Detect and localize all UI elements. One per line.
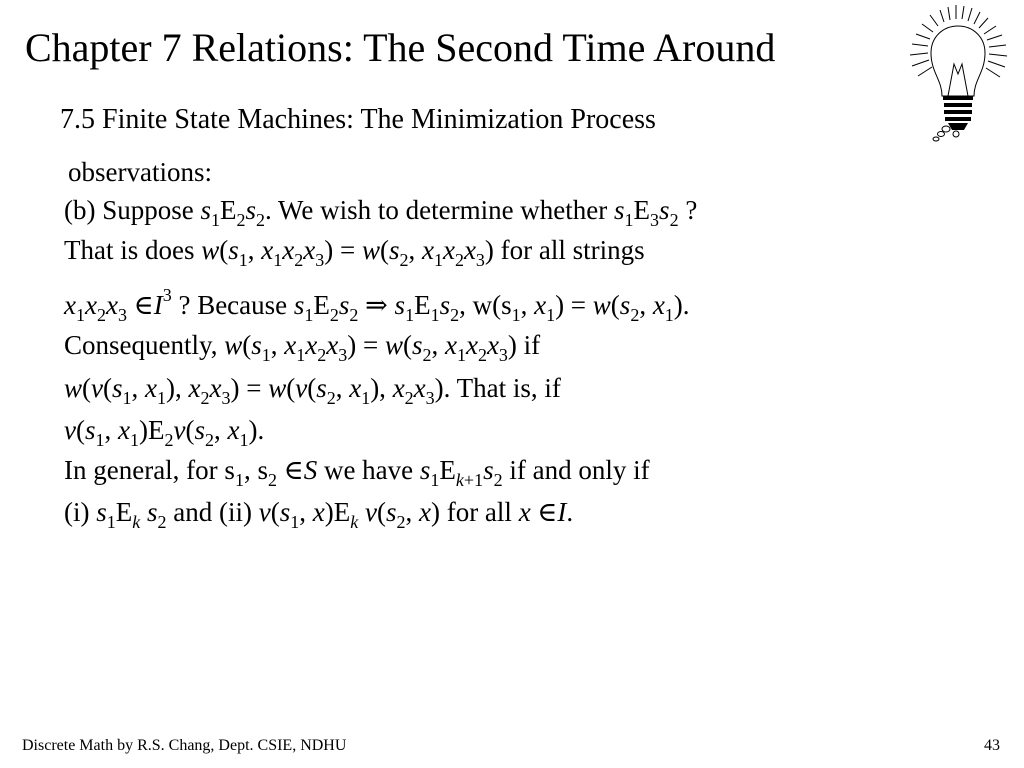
and-ii-text: and (ii) <box>173 497 252 527</box>
line-consequently <box>64 327 540 363</box>
i-label: (i) <box>64 497 90 527</box>
math-v-ek-relation: $v(s_1$, $x)E_k$ $v(s_2$, x) <box>258 497 440 532</box>
slide-title: Chapter 7 Relations: The Second Time Around <box>25 25 776 70</box>
math-states-in-s: $s_1$, $s_2$ ∈S <box>224 455 318 490</box>
that-is-does-text: That is does <box>64 235 195 265</box>
line-because <box>64 287 690 323</box>
math-ek-relation: $s_1E_k$ $s_2$ <box>96 497 167 532</box>
footer-credit: Discrete Math by R.S. Chang, Dept. CSIE, NDHU <box>22 737 347 754</box>
line-conditions <box>64 494 573 530</box>
line-w-of-v <box>64 370 561 406</box>
consequently-word: Consequently, <box>64 330 218 360</box>
math-consequently-equality: $w(s_1$, $x_1x_2x_3) = w(s_2$, $x_1x_2x_3$) <box>224 330 517 365</box>
math-s1-e3-s2: $s_1E_3s_2$ ? <box>614 195 698 230</box>
math-ek-plus-1: $s_1E_{k+1}s_2$ <box>419 455 503 490</box>
math-w-of-v-equality: $w(v(s_1$, $x_1$), $x_2x_3) = w(v(s_2$, $x_1$), $x_2x_3$). <box>64 373 451 408</box>
observations-line <box>68 154 212 190</box>
b-label: (b) <box>64 195 96 225</box>
we-wish-text: We wish to determine whether <box>278 195 608 225</box>
page-number: 43 <box>984 737 1000 754</box>
we-have-text: we have <box>323 455 414 485</box>
if-word: if <box>523 330 541 360</box>
math-v-e2-relation: $v(s_1$, $x_1)E_2v(s_2$, $x_1$). <box>64 415 265 450</box>
for-all-strings-text: for all strings <box>500 235 645 265</box>
line-suppose <box>64 192 697 228</box>
suppose-word: Suppose <box>102 195 194 225</box>
math-because-implication: $s_1E_2s_2$ ⇒ $s_1E_1s_2$, $w(s_1$, $x_1) = w(s_2$, $x_1$). <box>293 290 690 325</box>
math-s1-e2-s2: $s_1E_2s_2$. <box>200 195 272 230</box>
that-is-if-text: That is, if <box>456 373 561 403</box>
observations-label: observations: <box>68 157 212 187</box>
lightbulb-icon <box>898 2 1020 144</box>
if-and-only-if-text: if and only if <box>509 455 650 485</box>
in-general-text: In general, for <box>64 455 218 485</box>
line-v-relation <box>64 412 264 448</box>
for-all-word: for all <box>446 497 512 527</box>
because-word: Because <box>197 290 288 320</box>
slide-subtitle: 7.5 Finite State Machines: The Minimization Process <box>60 104 656 135</box>
line-in-general <box>64 452 650 488</box>
math-w-equality: $w(s_1$, $x_1x_2x_3) = w(s_2$, $x_1x_2x_3$) <box>201 235 494 270</box>
math-strings-in-i3: $x_1x_2x_3$ $\in I^3$ ? <box>64 285 191 325</box>
line-that-is-does <box>64 232 645 268</box>
math-x-in-i: x ∈I. <box>518 497 574 527</box>
